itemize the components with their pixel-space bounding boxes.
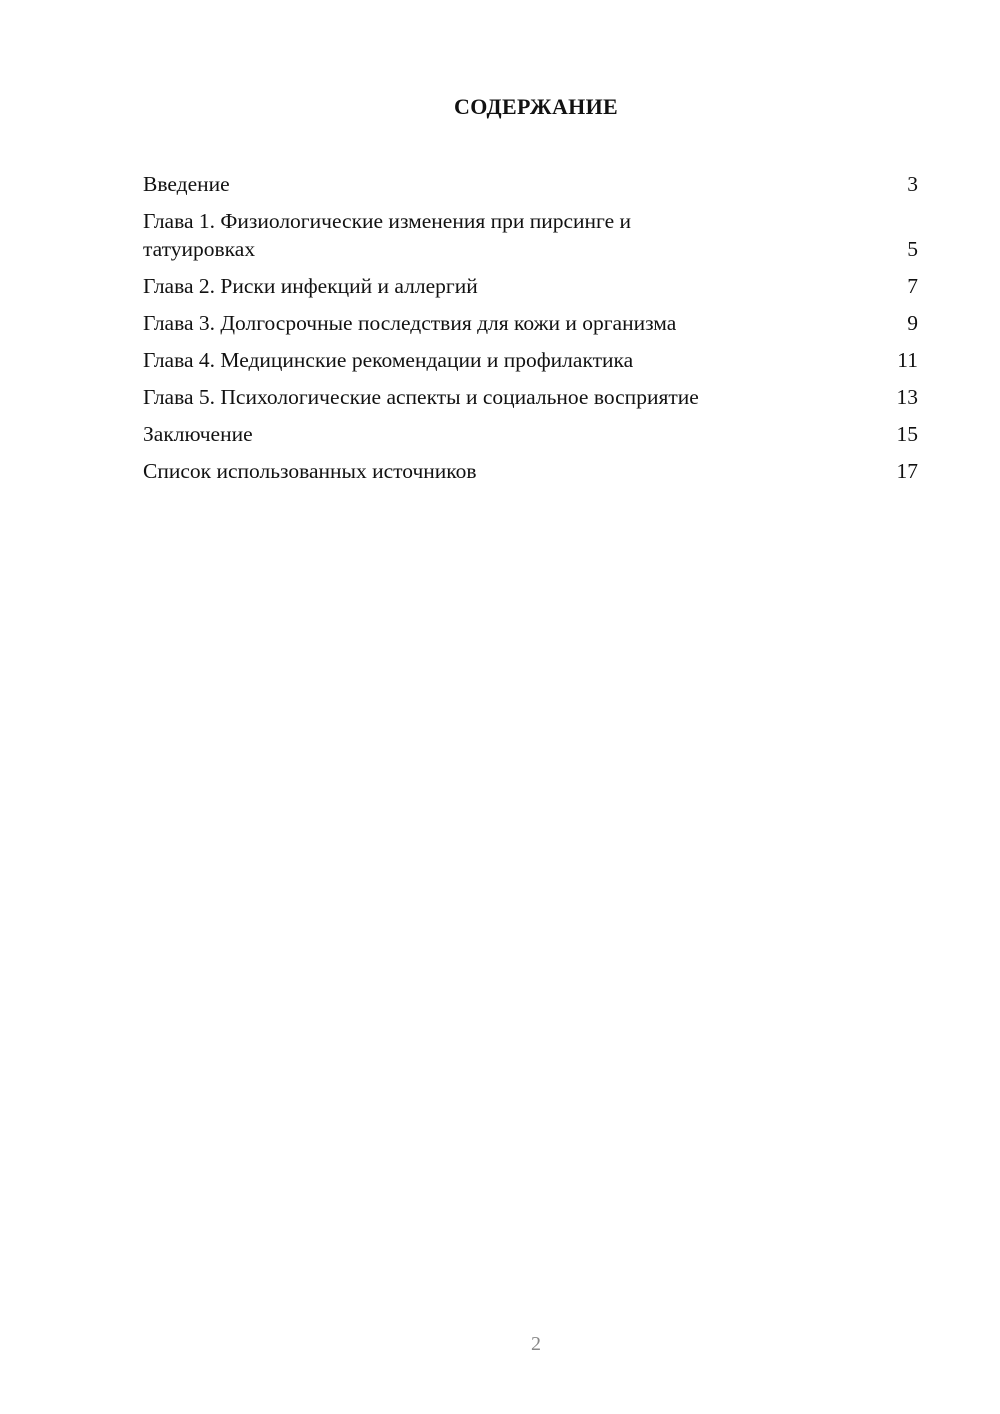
- toc-entry-introduction: [143, 170, 918, 198]
- table-of-contents: [143, 170, 918, 494]
- toc-entry-page: 13: [896, 385, 918, 409]
- toc-entry-label: Глава 1. Физиологические изменения при пирсинге и татуировках: [143, 209, 632, 261]
- toc-entry-label: Заключение: [143, 422, 253, 446]
- toc-entry-conclusion: [143, 420, 918, 448]
- toc-entry-label: Глава 5. Психологические аспекты и социальное восприятие: [143, 385, 699, 409]
- toc-entry-label: Глава 3. Долгосрочные последствия для кожи и организма: [143, 311, 677, 335]
- toc-entry-chapter-3: [143, 309, 918, 337]
- toc-entry-references: [143, 457, 918, 485]
- toc-entry-page: 5: [907, 237, 918, 261]
- toc-entry-label: Глава 4. Медицинские рекомендации и профилактика: [143, 348, 634, 372]
- toc-title: СОДЕРЖАНИЕ: [454, 94, 618, 119]
- toc-entry-page: 17: [896, 459, 918, 483]
- toc-entry-label: Глава 2. Риски инфекций и аллергий: [143, 274, 478, 298]
- toc-entry-page: 11: [897, 348, 918, 372]
- toc-entry-chapter-5: [143, 383, 918, 411]
- toc-entry-page: 7: [907, 274, 918, 298]
- toc-entry-chapter-4: [143, 346, 918, 374]
- toc-entry-chapter-2: [143, 272, 918, 300]
- toc-entry-page: 3: [907, 172, 918, 196]
- toc-entry-label: Список использованных источников: [143, 459, 477, 483]
- toc-entry-page: 9: [907, 311, 918, 335]
- toc-entry-chapter-1: [143, 207, 918, 263]
- toc-entry-label: Введение: [143, 172, 230, 196]
- toc-entry-page: 15: [896, 422, 918, 446]
- page-number: 2: [531, 1333, 541, 1355]
